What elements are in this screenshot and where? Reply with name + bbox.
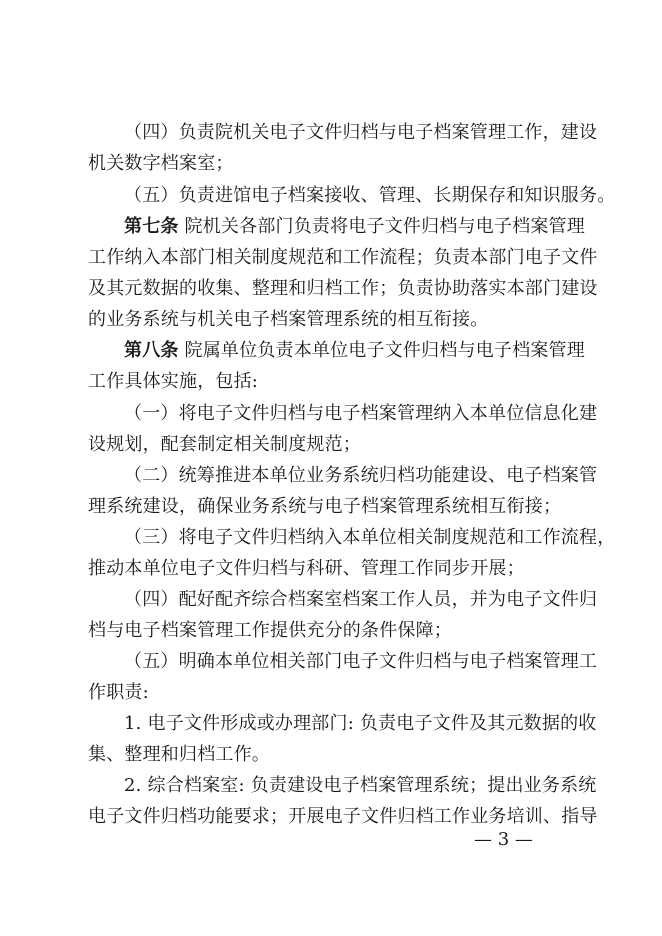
paragraph-line: （五）明确本单位相关部门电子文件归档与电子档案管理工 — [124, 651, 598, 672]
paragraph-line: 作职责: — [88, 682, 149, 703]
paragraph-line: （三）将电子文件归档纳入本单位相关制度规范和工作流程， — [124, 527, 616, 548]
paragraph-line: 工作纳入本部门相关制度规范和工作流程；负责本部门电子文件 — [88, 247, 598, 268]
paragraph-line: 机关数字档案室； — [88, 153, 234, 174]
paragraph-line: 电子文件归档功能要求；开展电子文件归档工作业务培训、指导 — [88, 806, 598, 827]
paragraph-line: 设规划，配套制定相关制度规范； — [88, 434, 361, 455]
paragraph-line: （四）负责院机关电子文件归档与电子档案管理工作，建设 — [124, 122, 598, 143]
article-7-heading: 第七条 — [124, 216, 179, 237]
article-8-text: 院属单位负责本单位电子文件归档与电子档案管理 — [178, 340, 585, 361]
article-7-first-line — [124, 214, 585, 240]
paragraph-line: 的业务系统与机关电子档案管理系统的相互衔接。 — [88, 309, 489, 330]
article-8-first-line — [124, 338, 585, 364]
page-number: — 3 — — [474, 829, 533, 850]
paragraph-line: 及其元数据的收集、整理和归档工作；负责协助落实本部门建设 — [88, 278, 598, 299]
paragraph-line: 推动本单位电子文件归档与科研、管理工作同步开展； — [88, 558, 525, 579]
paragraph-line: 集、整理和归档工作。 — [88, 744, 270, 765]
paragraph-line: 1. 电子文件形成或办理部门: 负责电子文件及其元数据的收 — [124, 713, 597, 734]
paragraph-line: 工作具体实施，包括: — [88, 371, 259, 392]
paragraph-line: （二）统筹推进本单位业务系统归档功能建设、电子档案管 — [124, 465, 598, 486]
paragraph-line: 理系统建设，确保业务系统与电子档案管理系统相互衔接； — [88, 496, 562, 517]
article-8-heading: 第八条 — [124, 340, 179, 361]
paragraph-line: 2. 综合档案室: 负责建设电子档案管理系统；提出业务系统 — [124, 775, 597, 796]
paragraph-line: （五）负责进馆电子档案接收、管理、长期保存和知识服务。 — [124, 185, 616, 206]
paragraph-line: （一）将电子文件归档与电子档案管理纳入本单位信息化建 — [124, 403, 598, 424]
article-7-text: 院机关各部门负责将电子文件归档与电子档案管理 — [178, 216, 585, 237]
paragraph-line: 档与电子档案管理工作提供充分的条件保障； — [88, 620, 452, 641]
paragraph-line: （四）配好配齐综合档案室档案工作人员，并为电子文件归 — [124, 589, 598, 610]
